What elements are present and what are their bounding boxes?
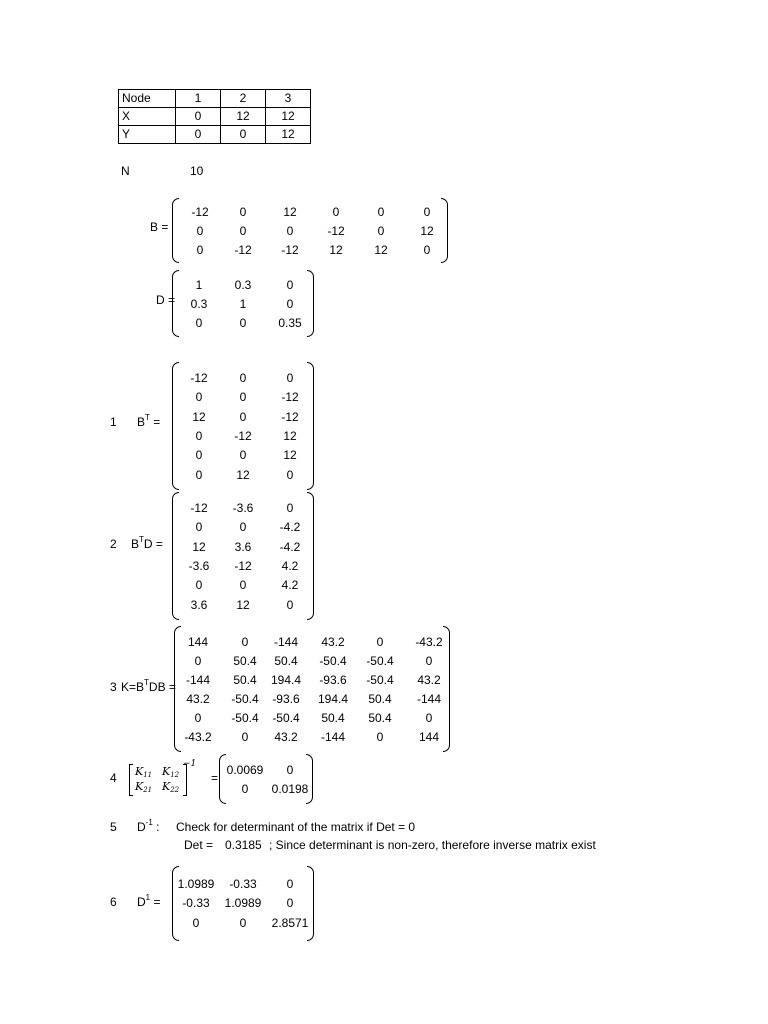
matrix-cell: 0 [286,467,294,482]
n-label: N [121,164,130,178]
table-cell: 0 [176,108,221,126]
k11-term: $K_{11}$ [135,765,153,779]
matrix-cell: 0 [196,242,204,257]
matrix-cell: 0 [286,277,294,292]
matrix-cell: 0 [377,204,385,219]
matrix-d-label: D = [156,293,176,307]
table-cell: 0 [176,126,221,144]
matrix-cell: 12 [420,223,434,238]
matrix-cell: -12 [190,500,208,515]
matrix-cell: 0 [286,370,294,385]
matrix-cell: 0 [239,578,247,593]
matrix-cell: 0 [195,578,203,593]
matrix-cell: 0 [286,597,294,612]
matrix-cell: 0 [377,223,385,238]
matrix-cell: -12 [234,558,252,573]
matrix-d-inverse [172,866,314,941]
det-value: 0.3185 [225,838,262,852]
left-paren [219,754,226,804]
matrix-cell: -50.4 [366,672,394,687]
matrix-cell: 0 [286,762,294,777]
matrix-cell: -4.2 [279,520,301,535]
matrix-d [172,270,314,337]
step-number: 6 [110,895,117,909]
matrix-cell: 12 [236,467,250,482]
matrix-cell: 50.4 [274,653,298,668]
matrix-cell: -12 [327,223,345,238]
matrix-cell: 0 [239,223,247,238]
matrix-b [172,198,448,263]
matrix-cell: 1.0989 [177,876,215,891]
matrix-cell: 0 [286,500,294,515]
matrix-cell: -50.4 [231,691,259,706]
matrix-cell: 0 [286,876,294,891]
matrix-cell: 0 [195,390,203,405]
matrix-cell: 144 [418,729,440,744]
matrix-cell: 0 [286,223,294,238]
matrix-cell: 4.2 [281,578,299,593]
matrix-cell: 0 [286,296,294,311]
matrix-btd-label: $B^TD$ = [131,535,163,551]
matrix-cell: 0 [241,729,249,744]
matrix-k-label: $K=B^TDB$ = [121,678,176,694]
matrix-cell: -144 [273,634,299,649]
matrix-cell: 3.6 [190,597,208,612]
matrix-cell: -144 [185,672,211,687]
table-cell: 12 [221,108,266,126]
matrix-cell: 50.4 [368,710,392,725]
table-cell: 0 [221,126,266,144]
matrix-cell: -43.2 [184,729,212,744]
matrix-cell: 0 [239,409,247,424]
matrix-bt-d [172,492,314,620]
determinant-check-text: Check for determinant of the matrix if Det = 0 [176,820,416,834]
right-paren [306,754,313,804]
table-header-cell: Node [119,90,176,108]
matrix-cell: 0 [286,896,294,911]
matrix-cell: 43.2 [186,691,210,706]
left-bracket [129,764,133,796]
matrix-cell: -12 [281,390,299,405]
matrix-cell: 50.4 [233,672,257,687]
matrix-cell: 12 [329,242,343,257]
matrix-cell: 0 [194,710,202,725]
matrix-bt-label: $B^T$ = [137,413,161,429]
matrix-cell: -144 [416,691,442,706]
k-submatrix-block [129,759,197,798]
step-number: 5 [110,820,117,834]
matrix-cell: 12 [236,597,250,612]
matrix-cell: 12 [192,539,206,554]
matrix-cell: 0 [425,710,433,725]
det-label: Det = [184,838,214,852]
matrix-cell: 0.0069 [226,762,264,777]
matrix-cell: 1 [239,296,247,311]
matrix-cell: 12 [283,428,297,443]
matrix-cell: 3.6 [234,539,252,554]
matrix-cell: 0 [241,634,249,649]
matrix-cell: -144 [320,729,346,744]
matrix-cell: 0 [423,204,431,219]
matrix-cell: -12 [281,409,299,424]
k22-term: $K_{22}$ [162,780,180,794]
matrix-cell: 0 [239,448,247,463]
n-value: 10 [190,164,204,178]
matrix-cell: 0.3 [190,296,208,311]
matrix-cell: 194.4 [270,672,302,687]
inverse-exponent: −1 [183,759,197,769]
matrix-cell: 12 [192,409,206,424]
matrix-cell: -43.2 [415,634,443,649]
matrix-b-transpose [172,362,314,490]
step-number: 2 [110,537,117,551]
matrix-cell: 144 [187,634,209,649]
matrix-cell: 4.2 [281,558,299,573]
matrix-cell: -12 [234,242,252,257]
matrix-cell: 0 [195,520,203,535]
matrix-cell: 194.4 [317,691,349,706]
matrix-cell: 0.3 [234,277,252,292]
matrix-cell: 0 [425,653,433,668]
equals-sign: = [211,771,219,785]
matrix-cell: 43.2 [321,634,345,649]
matrix-cell: 50.4 [321,710,345,725]
matrix-cell: 0 [195,428,203,443]
matrix-cell: -50.4 [319,653,347,668]
matrix-cell: 1.0989 [224,896,262,911]
step-number: 3 [110,680,117,694]
matrix-cell: -12 [191,204,209,219]
matrix-d-inverse-label: $D^1$ = [137,893,161,909]
matrix-cell: 0 [376,729,384,744]
matrix-cell: 50.4 [233,653,257,668]
matrix-cell: 0 [195,467,203,482]
matrix-cell: -12 [190,370,208,385]
table-header-cell: 3 [266,90,311,108]
matrix-cell: 0 [423,242,431,257]
matrix-cell: 0 [332,204,340,219]
matrix-cell: -93.6 [319,672,347,687]
matrix-cell: 0 [195,315,203,330]
matrix-cell: -12 [234,428,252,443]
step-number: 4 [110,771,117,785]
matrix-cell: 0.35 [278,315,302,330]
matrix-cell: 0 [239,370,247,385]
matrix-cell: 1 [195,277,203,292]
matrix-cell: -0.33 [229,876,257,891]
k21-term: $K_{21}$ [135,780,153,794]
matrix-k-inverse [219,754,313,804]
matrix-cell: 0 [195,448,203,463]
matrix-cell: -3.6 [232,500,254,515]
matrix-cell: 43.2 [417,672,441,687]
table-header-cell: 1 [176,90,221,108]
matrix-cell: 2.8571 [271,915,309,930]
table-row [119,126,311,144]
matrix-k [174,626,450,752]
matrix-cell: 12 [283,448,297,463]
matrix-cell: 0 [239,915,247,930]
matrix-cell: 50.4 [368,691,392,706]
k12-term: $K_{12}$ [162,765,180,779]
table-row [119,90,311,108]
step-number: 1 [110,415,117,429]
matrix-cell: 0 [239,315,247,330]
table-cell: X [119,108,176,126]
matrix-cell: -12 [281,242,299,257]
matrix-cell: 0 [239,520,247,535]
matrix-b-label: B = [150,220,169,234]
matrix-cell: 0 [239,204,247,219]
matrix-cell: -50.4 [231,710,259,725]
matrix-cell: 0 [192,915,200,930]
matrix-cell: -4.2 [279,539,301,554]
matrix-cell: -50.4 [272,710,300,725]
matrix-cell: 12 [374,242,388,257]
table-row [119,108,311,126]
matrix-cell: -0.33 [182,896,210,911]
det-note: ; Since determinant is non-zero, therefore inverse matrix exist [269,838,596,852]
matrix-cell: -3.6 [188,558,210,573]
matrix-cell: 12 [283,204,297,219]
matrix-cell: 0 [376,634,384,649]
matrix-cell: 0.0198 [271,781,309,796]
matrix-cell: 0 [194,653,202,668]
table-cell: 12 [266,126,311,144]
matrix-cell: 0 [196,223,204,238]
table-header-cell: 2 [221,90,266,108]
node-coordinate-table [118,89,311,144]
table-cell: 12 [266,108,311,126]
table-cell: Y [119,126,176,144]
matrix-cell: 0 [241,781,249,796]
matrix-cell: 43.2 [274,729,298,744]
matrix-cell: -93.6 [272,691,300,706]
matrix-cell: 0 [239,390,247,405]
matrix-cell: -50.4 [366,653,394,668]
d-inverse-label: $D^{-1}$ : [137,818,160,834]
